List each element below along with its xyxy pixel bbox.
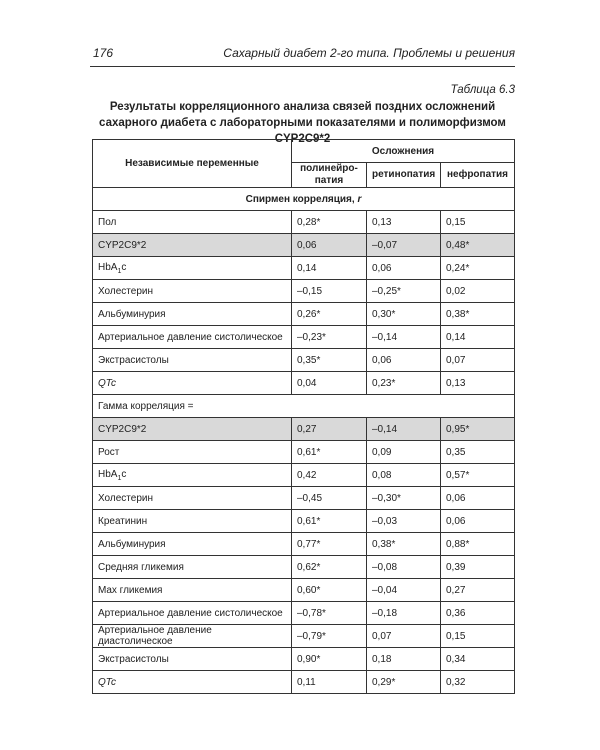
value-cell: 0,14	[441, 326, 515, 349]
variable-label: Холестерин	[93, 280, 292, 303]
value-cell: 0,77*	[292, 533, 367, 556]
value-cell: –0,25*	[367, 280, 441, 303]
variable-label: Альбуминурия	[93, 533, 292, 556]
retinopathy-header: ретинопатия	[367, 163, 441, 188]
value-cell: –0,78*	[292, 602, 367, 625]
table-row	[93, 556, 515, 579]
value-cell: 0,39	[441, 556, 515, 579]
value-cell: 0,42	[292, 464, 367, 487]
value-cell: –0,14	[367, 418, 441, 441]
running-title: Сахарный диабет 2-го типа. Проблемы и решения	[223, 46, 515, 60]
page-number: 176	[93, 46, 114, 60]
value-cell: –0,45	[292, 487, 367, 510]
value-cell: 0,06	[367, 257, 441, 280]
table-body	[93, 188, 515, 694]
value-cell: –0,18	[367, 602, 441, 625]
section-title: Спирмен корреляция, r	[93, 188, 515, 211]
table-row	[93, 602, 515, 625]
variable-label: HbA$_1$c	[93, 464, 292, 487]
variable-label: Холестерин	[93, 487, 292, 510]
value-cell: 0,15	[441, 211, 515, 234]
table-row	[93, 510, 515, 533]
value-cell: –0,23*	[292, 326, 367, 349]
table-row	[93, 487, 515, 510]
table-row	[93, 349, 515, 372]
value-cell: 0,18	[367, 648, 441, 671]
table-row	[93, 648, 515, 671]
value-cell: –0,07	[367, 234, 441, 257]
value-cell: 0,27	[292, 418, 367, 441]
value-cell: 0,09	[367, 441, 441, 464]
value-cell: 0,06	[441, 510, 515, 533]
value-cell: –0,15	[292, 280, 367, 303]
table-row	[93, 625, 515, 648]
variable-label: HbA$_1$c	[93, 257, 292, 280]
section-row	[93, 188, 515, 211]
value-cell: 0,61*	[292, 510, 367, 533]
value-cell: 0,34	[441, 648, 515, 671]
value-cell: 0,08	[367, 464, 441, 487]
section-title: Гамма корреляция =	[93, 395, 515, 418]
table-row	[93, 257, 515, 280]
value-cell: 0,26*	[292, 303, 367, 326]
table-row	[93, 579, 515, 602]
value-cell: 0,06	[367, 349, 441, 372]
value-cell: 0,27	[441, 579, 515, 602]
variable-label: Max гликемия	[93, 579, 292, 602]
table-row	[93, 441, 515, 464]
value-cell: 0,06	[292, 234, 367, 257]
nephropathy-header: нефропатия	[441, 163, 515, 188]
value-cell: 0,06	[441, 487, 515, 510]
variable-label: Рост	[93, 441, 292, 464]
value-cell: 0,28*	[292, 211, 367, 234]
variable-label: Альбуминурия	[93, 303, 292, 326]
table-row	[93, 464, 515, 487]
value-cell: 0,38*	[441, 303, 515, 326]
table-row	[93, 234, 515, 257]
value-cell: 0,29*	[367, 671, 441, 694]
value-cell: –0,08	[367, 556, 441, 579]
variable-label: Артериальное давление диастолическое	[93, 625, 292, 648]
correlation-table	[92, 139, 515, 694]
table-label: Таблица 6.3	[450, 84, 515, 96]
variable-label: Артериальное давление систолическое	[93, 602, 292, 625]
value-cell: 0,04	[292, 372, 367, 395]
value-cell: 0,95*	[441, 418, 515, 441]
value-cell: 0,35*	[292, 349, 367, 372]
value-cell: 0,11	[292, 671, 367, 694]
value-cell: 0,35	[441, 441, 515, 464]
variable-label: Креатинин	[93, 510, 292, 533]
variable-label: CYP2C9*2	[93, 418, 292, 441]
value-cell: –0,14	[367, 326, 441, 349]
table-row	[93, 533, 515, 556]
table-row	[93, 211, 515, 234]
value-cell: 0,32	[441, 671, 515, 694]
value-cell: 0,57*	[441, 464, 515, 487]
variable-label: Экстрасистолы	[93, 648, 292, 671]
value-cell: 0,15	[441, 625, 515, 648]
value-cell: 0,13	[441, 372, 515, 395]
table-row	[93, 671, 515, 694]
value-cell: 0,23*	[367, 372, 441, 395]
value-cell: 0,48*	[441, 234, 515, 257]
value-cell: –0,30*	[367, 487, 441, 510]
value-cell: 0,38*	[367, 533, 441, 556]
table-row	[93, 418, 515, 441]
table-row	[93, 280, 515, 303]
value-cell: –0,79*	[292, 625, 367, 648]
value-cell: –0,04	[367, 579, 441, 602]
table-row	[93, 326, 515, 349]
variable-label: Средняя гликемия	[93, 556, 292, 579]
variable-label: Пол	[93, 211, 292, 234]
variable-label: CYP2C9*2	[93, 234, 292, 257]
variable-label: QTc	[93, 372, 292, 395]
value-cell: 0,30*	[367, 303, 441, 326]
variable-label: Артериальное давление систолическое	[93, 326, 292, 349]
complications-header: Осложнения	[292, 140, 515, 163]
header-rule	[90, 66, 515, 67]
independent-variables-header: Независимые переменные	[93, 140, 292, 188]
value-cell: 0,90*	[292, 648, 367, 671]
table-row	[93, 372, 515, 395]
value-cell: 0,02	[441, 280, 515, 303]
value-cell: 0,13	[367, 211, 441, 234]
value-cell: 0,14	[292, 257, 367, 280]
value-cell: 0,07	[441, 349, 515, 372]
variable-label: Экстрасистолы	[93, 349, 292, 372]
value-cell: 0,36	[441, 602, 515, 625]
polyneuropathy-header: полинейро- патия	[292, 163, 367, 188]
table-caption: Результаты корреляционного анализа связей поздних осложнений сахарного диабета с лабораторными показателями и полиморфизмом CYP2C9*2	[99, 101, 506, 145]
value-cell: 0,61*	[292, 441, 367, 464]
value-cell: 0,62*	[292, 556, 367, 579]
value-cell: 0,60*	[292, 579, 367, 602]
section-row	[93, 395, 515, 418]
variable-label: QTc	[93, 671, 292, 694]
value-cell: 0,07	[367, 625, 441, 648]
value-cell: 0,88*	[441, 533, 515, 556]
value-cell: 0,24*	[441, 257, 515, 280]
value-cell: –0,03	[367, 510, 441, 533]
table-row	[93, 303, 515, 326]
